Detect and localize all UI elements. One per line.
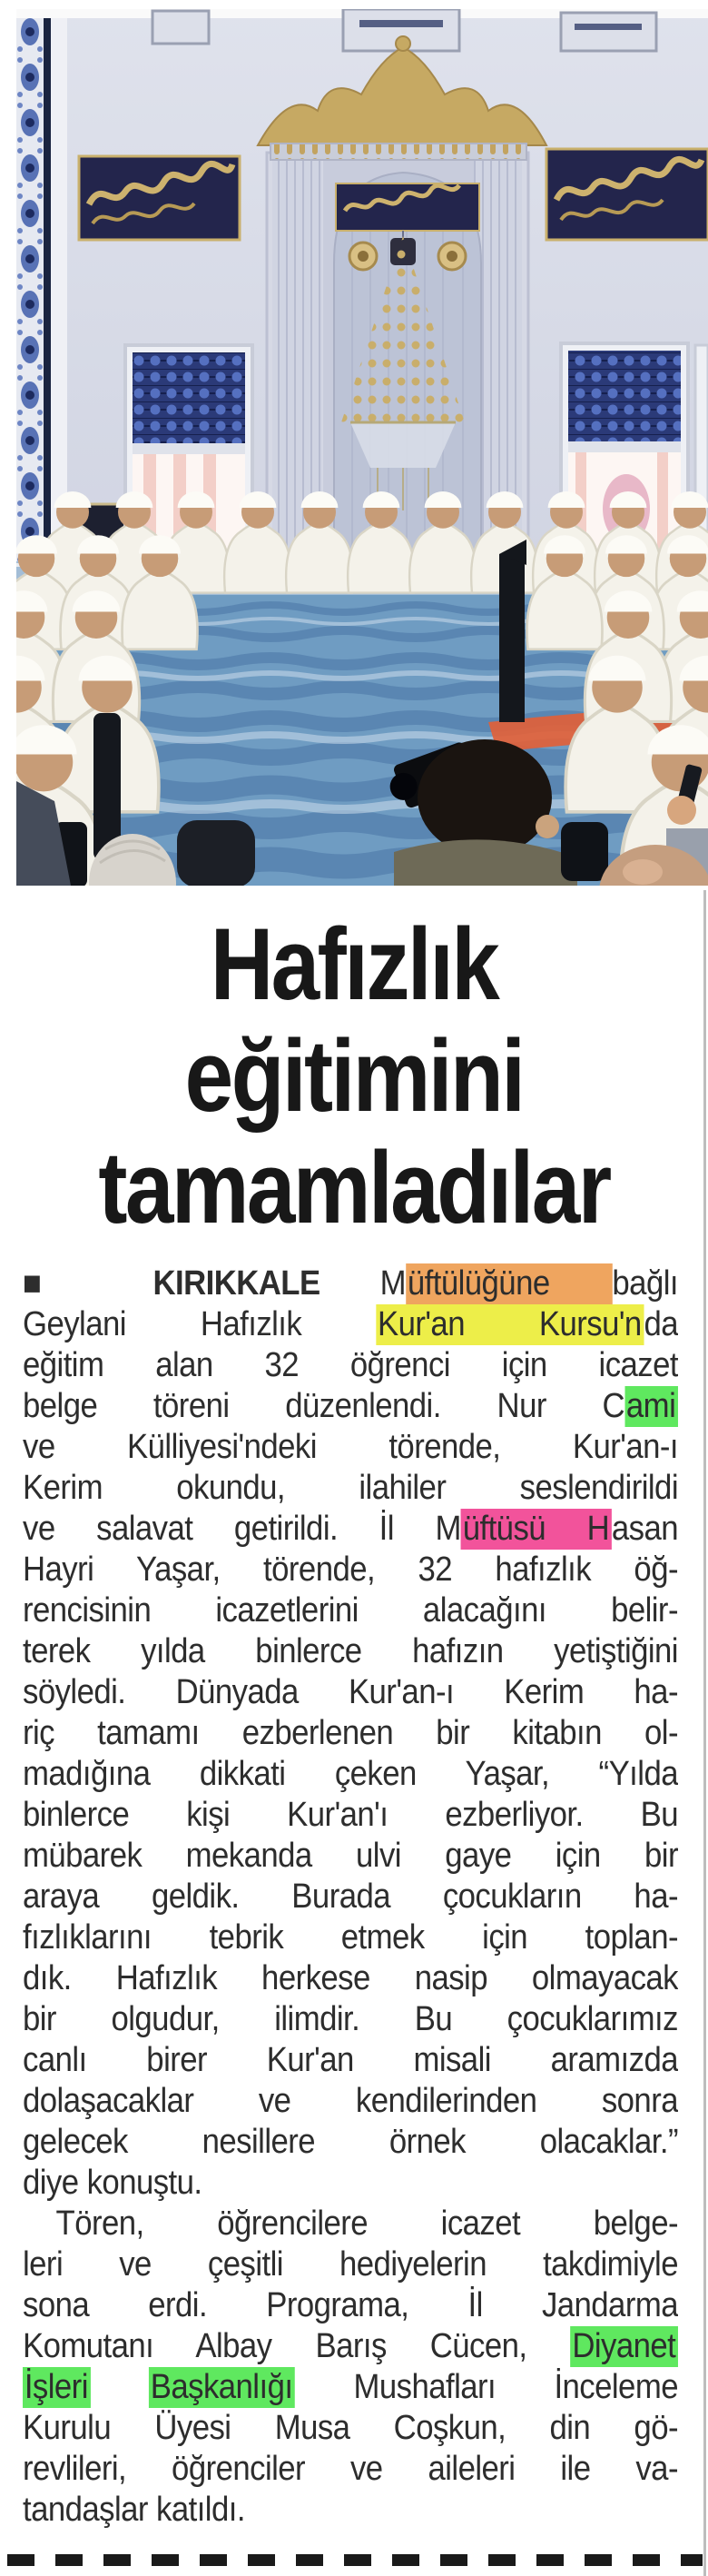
highlighted-text: Diyanet: [570, 2326, 677, 2367]
article-line: [23, 2490, 678, 2531]
article-text: fızlıklarını tebrik etmek için toplan-: [23, 1918, 678, 1957]
article-line: [23, 1917, 678, 1958]
article-line: [23, 1468, 678, 1509]
article-text: da: [644, 1305, 678, 1343]
article-line: [23, 2449, 678, 2490]
article-line: [23, 1386, 678, 1427]
article-text: revlileri, öğrenciler ve aileleri ile va-: [23, 2450, 678, 2488]
article-line: [23, 2204, 678, 2244]
article-line: [23, 2122, 678, 2163]
article-text: tandaşlar katıldı.: [23, 2491, 245, 2529]
article-text: Kurulu Üyesi Musa Coşkun, din gö-: [23, 2409, 678, 2447]
article-line: [23, 1877, 678, 1917]
article-line: [23, 1590, 678, 1631]
article-line: [23, 1427, 678, 1468]
article-line: [23, 2081, 678, 2122]
article-text: belge töreni düzenlendi. Nur C: [23, 1387, 625, 1425]
dashed-divider: [7, 2554, 703, 2566]
article-line: [23, 2367, 678, 2408]
article-text: bir olgudur, ilimdir. Bu çocuklarımız: [23, 2000, 678, 2038]
highlighted-text: üftüsü H: [461, 1509, 612, 1550]
article-text: Hayri Yaşar, törende, 32 hafızlık öğ-: [23, 1551, 678, 1589]
article-line: [23, 1263, 678, 1304]
article-text: söyledi. Dünyada Kur'an-ı Kerim ha-: [23, 1673, 678, 1711]
headline-line: eğitimini: [184, 1019, 524, 1133]
article-line: [23, 1304, 678, 1345]
article-text: mübarek mekanda ulvi gaye için bir: [23, 1837, 678, 1875]
article-text: eğitim alan 32 öğrenci için icazet: [23, 1346, 678, 1384]
article-text: araya geldik. Burada çocukların ha-: [23, 1878, 678, 1916]
article-line: [23, 1836, 678, 1877]
article-text: terek yılda binlerce hafızın yetiştiğini: [23, 1632, 678, 1670]
article-text: diye konuştu.: [23, 2164, 202, 2202]
article-text: leri ve çeşitli hediyelerin takdimiyle: [23, 2245, 678, 2284]
article-text: sona erdi. Programa, İl Jandarma: [23, 2286, 678, 2324]
article-line: [23, 1345, 678, 1386]
highlighted-text: İşleri: [23, 2367, 91, 2408]
highlighted-text: üftülüğüne: [406, 1263, 612, 1304]
article-text: Geylani Hafızlık: [23, 1305, 377, 1343]
headline-line: tamamladılar: [98, 1131, 610, 1244]
article-text: ve Külliyesi'ndeki törende, Kur'an-ı: [23, 1428, 678, 1466]
highlighted-text: Başkanlığı: [149, 2367, 295, 2408]
headline: [18, 908, 690, 1243]
article-line: [23, 2285, 678, 2326]
article-line: [23, 2163, 678, 2204]
article-text: Tören, öğrencilere icazet belge-: [55, 2204, 678, 2243]
article-text: M: [379, 1264, 407, 1303]
article-line: [23, 1672, 678, 1713]
article-text: [91, 2368, 149, 2406]
article-line: [23, 1754, 678, 1795]
highlighted-text: ami: [624, 1386, 678, 1427]
highlighted-text: Kur'an Kursu'n: [376, 1304, 644, 1345]
article-photo: [16, 9, 708, 886]
article-text: Mushafları İnceleme: [295, 2368, 678, 2406]
article-text: riç tamamı ezberlenen bir kitabın ol-: [23, 1714, 678, 1752]
article-text: ve salavat getirildi. İl M: [23, 1510, 461, 1548]
article-line: [23, 1958, 678, 1999]
article-line: [23, 2408, 678, 2449]
article-line: [23, 1509, 678, 1550]
article-line: [23, 1631, 678, 1672]
article-text: binlerce kişi Kur'an'ı ezberliyor. Bu: [23, 1796, 678, 1834]
headline-line: Hafızlık: [210, 907, 498, 1021]
article-line: [23, 1795, 678, 1836]
article-text: bağlı: [612, 1264, 678, 1303]
article-text: Kerim okundu, ilahiler seslendirildi: [23, 1469, 678, 1507]
article-text: ■ KIRIKKALE: [23, 1264, 380, 1303]
article-text: gelecek nesillere örnek olacaklar.”: [23, 2123, 678, 2161]
article-text: canlı birer Kur'an misali aramızda: [23, 2041, 678, 2079]
article-line: [23, 2326, 678, 2367]
article-line: [23, 1713, 678, 1754]
article-body: [23, 1263, 678, 2531]
article-text: madığına dikkati çeken Yaşar, “Yılda: [23, 1755, 678, 1793]
column-rule: [703, 890, 706, 2576]
article-line: [23, 2244, 678, 2285]
article-text: Komutanı Albay Barış Cücen,: [23, 2327, 571, 2365]
article-line: [23, 1550, 678, 1590]
article-line: [23, 2040, 678, 2081]
article-text: asan: [611, 1510, 678, 1548]
mosque-interior-illustration: [16, 9, 708, 886]
article-text: dolaşacaklar ve kendilerinden sonra: [23, 2082, 678, 2120]
article-text: rencisinin icazetlerini alacağını belir-: [23, 1591, 678, 1630]
article-text: dık. Hafızlık herkese nasip olmayacak: [23, 1959, 678, 1997]
article-line: [23, 1999, 678, 2040]
